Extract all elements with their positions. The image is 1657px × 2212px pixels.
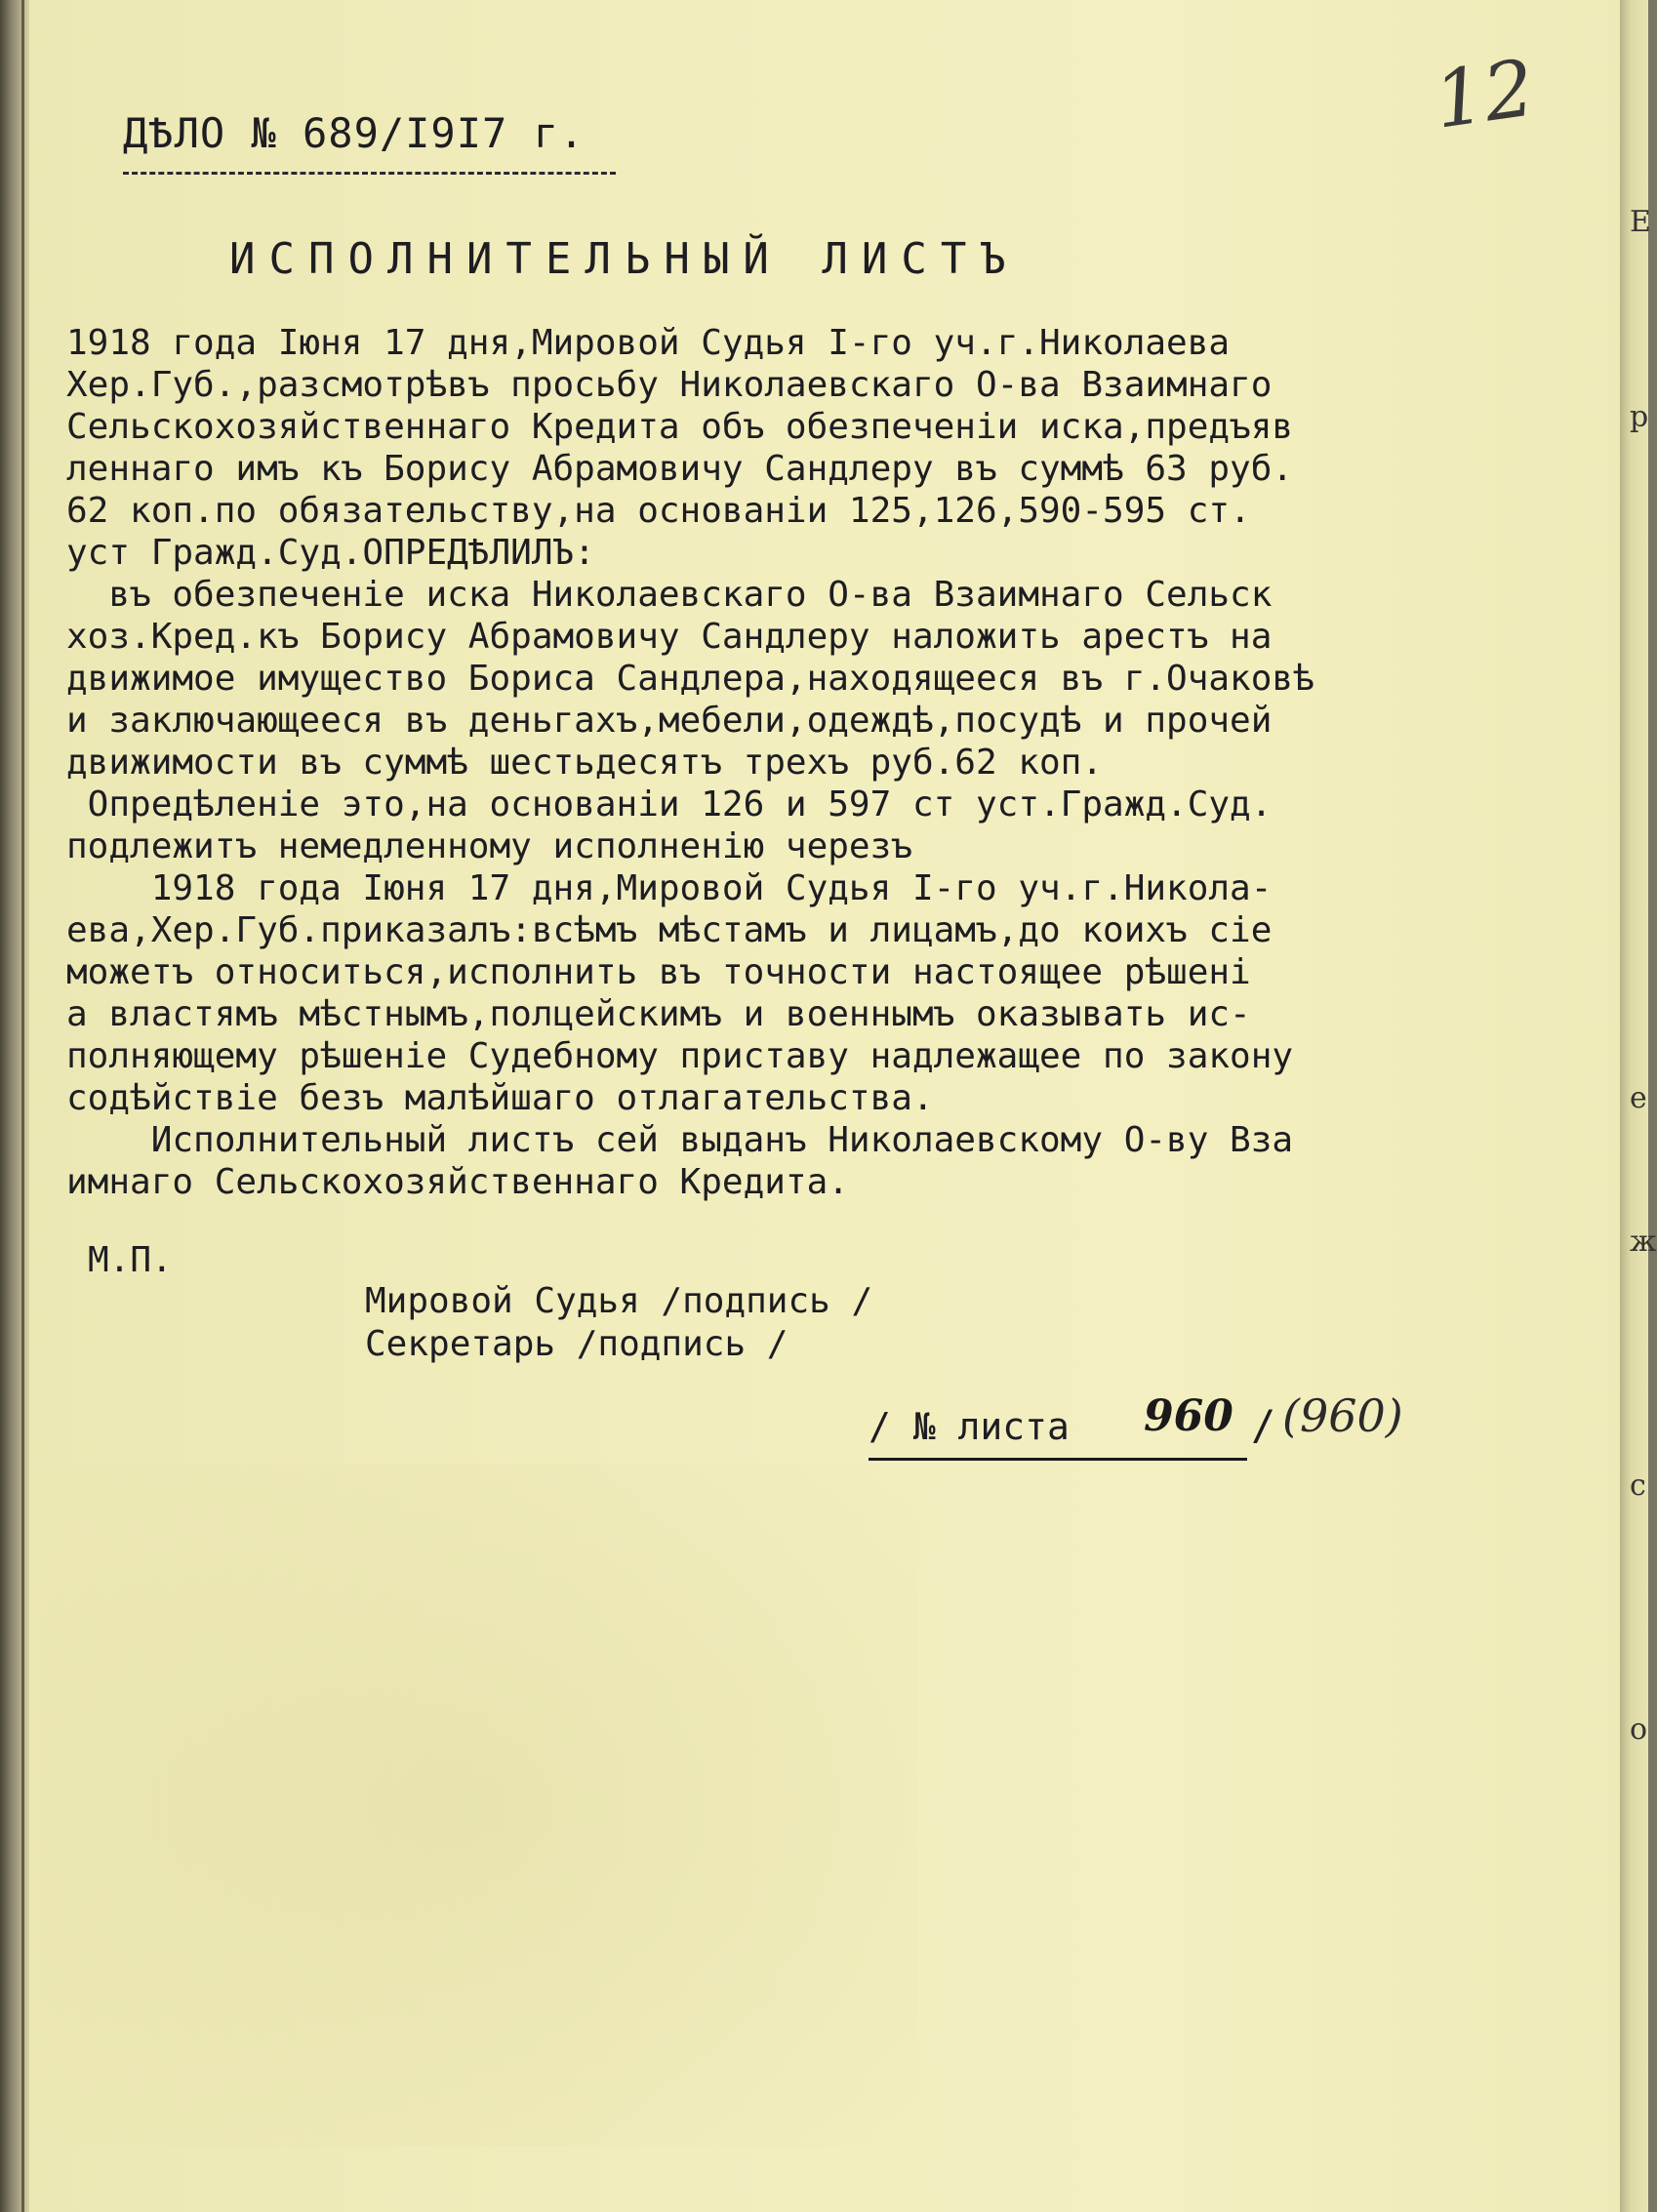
seal-mark: М.П. bbox=[88, 1240, 173, 1280]
body-line: можетъ относиться,исполнить въ точности настоящее рѣшенi bbox=[66, 952, 1251, 992]
sheet-number-block bbox=[869, 1389, 1415, 1458]
judge-signature-line: Мировой Судья /подпись / bbox=[365, 1281, 873, 1321]
sheet-number-alt-handwritten: (960) bbox=[1282, 1389, 1403, 1442]
body-line: полняющему рѣшенiе Судебному приставу надлежащее по закону bbox=[66, 1036, 1294, 1076]
body-line: уст Гражд.Суд.ОПРЕДѢЛИЛЪ: bbox=[66, 533, 595, 573]
body-line: 1918 года Iюня 17 дня,Мировой Судья I-го уч.г.Никола- bbox=[66, 868, 1273, 908]
binding-edge bbox=[0, 0, 29, 2212]
edge-fragment: о bbox=[1630, 1712, 1648, 1747]
body-line: а властямъ мѣстнымъ,полцейскимъ и военнымъ оказывать ис- bbox=[66, 994, 1251, 1034]
body-line: леннаго имъ къ Борису Абрамовичу Сандлеру въ суммѣ 63 руб. bbox=[66, 449, 1294, 489]
case-number: ДѢЛО № 689/I9I7 г. bbox=[123, 109, 586, 157]
paper-stain bbox=[39, 1464, 917, 2147]
body-line: 62 коп.по обязательству,на основанiи 125,126,590-595 ст. bbox=[66, 491, 1251, 531]
body-line: въ обезпеченiе иска Николаевскаго О-ва Взаимнаго Сельск bbox=[66, 575, 1273, 615]
case-number-underline bbox=[123, 172, 616, 175]
sheet-number-separator: / bbox=[1251, 1401, 1276, 1449]
edge-fragment: ж bbox=[1630, 1225, 1657, 1259]
secretary-signature-line: Секретарь /подпись / bbox=[365, 1324, 788, 1364]
binding-line bbox=[21, 0, 24, 2212]
edge-fragment: Е bbox=[1630, 205, 1651, 239]
body-line: движимости въ суммѣ шестьдесятъ трехъ руб.62 коп. bbox=[66, 743, 1104, 783]
body-line: 1918 года Iюня 17 дня,Мировой Судья I-го уч.г.Николаева bbox=[66, 323, 1231, 363]
edge-fragment: е bbox=[1630, 1081, 1647, 1115]
sheet-number-handwritten: 960 bbox=[1144, 1391, 1233, 1441]
body-line: хоз.Кред.къ Борису Абрамовичу Сандлеру наложить арестъ на bbox=[66, 617, 1273, 657]
body-line: подлежитъ немедленному исполненiю черезъ bbox=[66, 826, 912, 866]
sheet-number-label: / № листа bbox=[869, 1405, 1070, 1448]
body-line: Исполнительный листъ сей выданъ Николаевскому О-ву Вза bbox=[66, 1120, 1294, 1160]
body-line: ева,Хер.Губ.приказалъ:всѣмъ мѣстамъ и лицамъ,до коихъ сiе bbox=[66, 910, 1273, 950]
underlying-sheet-edge bbox=[1620, 0, 1657, 2212]
body-line: движимое имущество Бориса Сандлера,находящееся въ г.Очаковѣ bbox=[66, 659, 1314, 699]
body-line: Опредѣленiе это,на основанiи 126 и 597 ст уст.Гражд.Суд. bbox=[66, 784, 1273, 824]
body-line: Сельскохозяйственнаго Кредита объ обезпеченiи иска,предъяв bbox=[66, 407, 1294, 447]
handwritten-page-number: 12 bbox=[1429, 42, 1540, 146]
body-line: имнаго Сельскохозяйственнаго Кредита. bbox=[66, 1162, 849, 1202]
body-line: содѣйствiе безъ малѣйшаго отлагательства. bbox=[66, 1078, 934, 1118]
edge-fragment: с bbox=[1630, 1468, 1646, 1503]
body-line: Хер.Губ.,разсмотрѣвъ просьбу Николаевскаго О-ва Взаимнаго bbox=[66, 365, 1273, 405]
sheet-number-underline bbox=[869, 1458, 1247, 1461]
edge-fragment: р bbox=[1630, 400, 1649, 434]
document-title: ИСПОЛНИТЕЛЬНЫЙ ЛИСТЪ bbox=[229, 234, 1020, 284]
body-line: и заключающееся въ деньгахъ,мебели,одеждѣ,посудѣ и прочей bbox=[66, 701, 1273, 741]
